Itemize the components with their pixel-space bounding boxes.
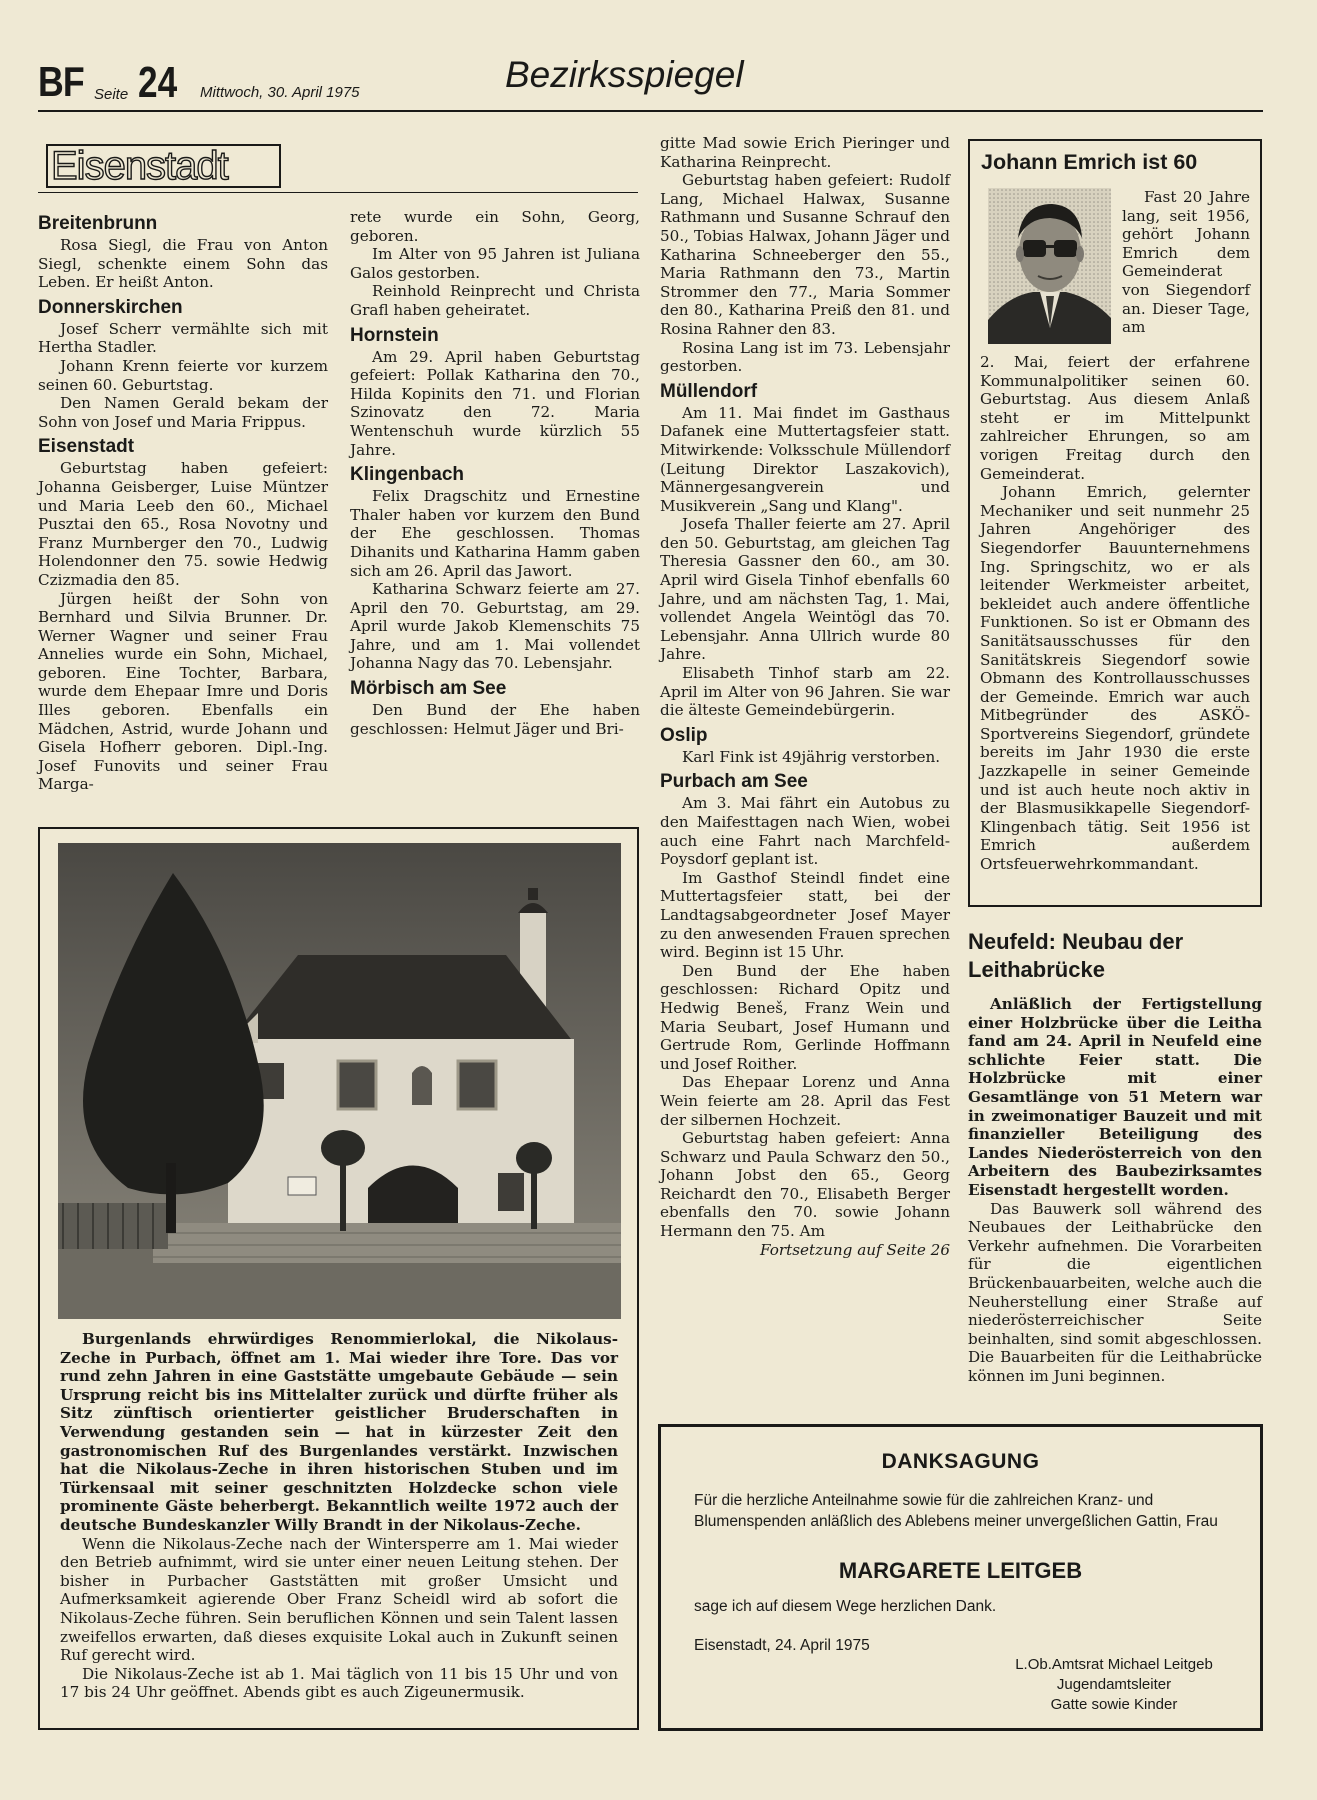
news-item: Wenn die Nikolaus-Zeche nach der Wintersperre am 1. Mai wieder den Betrieb aufnimmt, wird sie unter einer neuen Leitung stehen. Der bisher in Purbacher Gaststätten mit großer Umsicht und Aufmerksamkeit agierende Ober Franz Scheidl wird ab sofort die Nikolaus-Zeche führen. Sein beruflichen Können und sein Talent lassen zweifellos erwarten, daß dieses exquisite Lokal auch in Zukunft seinen Ruf gerecht wird. xyxy=(60,1534,618,1665)
news-item: Rosina Lang ist im 73. Lebensjahr gestorben. xyxy=(660,338,950,376)
notice-title: DANKSAGUNG xyxy=(881,1450,1040,1473)
news-item: Geburtstag haben gefeiert: Johanna Geisberger, Luise Müntzer und Maria Leeb den 60., Michael Pusztai den 65., Rosa Novotny und Franz Murnberger den 70., Ludwig Holendonner den 75. sowie Hedwig Czizmadia den 85. xyxy=(38,459,328,589)
photo-story-text xyxy=(60,1330,618,1702)
town-heading-purbach: Purbach am See xyxy=(660,771,808,793)
news-item: Das Ehepaar Lorenz und Anna Wein feierte am 28. April das Fest der silbernen Hochzeit. xyxy=(660,1073,950,1129)
news-item: gitte Mad sowie Erich Pieringer und Katharina Reinprecht. xyxy=(660,134,950,171)
news-item: Geburtstag haben gefeiert: Anna Schwarz und Paula Schwarz den 50., Johann Jobst den 65., Georg Reichardt den 70., Elisabeth Berger ebenfalls den 70. sowie Johann Hermann den 75. Am xyxy=(660,1129,950,1241)
column-1 xyxy=(38,208,328,794)
continued-note[interactable]: Fortsetzung auf Seite 26 xyxy=(760,1240,950,1259)
notice-place-date: Eisenstadt, 24. April 1975 xyxy=(694,1637,870,1654)
news-item: Karl Fink ist 49jährig verstorben. xyxy=(682,747,941,766)
profile-body xyxy=(980,353,1250,874)
region-rule xyxy=(38,192,638,193)
town-heading-moerbisch: Mörbisch am See xyxy=(350,678,507,700)
news-item: Die Nikolaus-Zeche ist ab 1. Mai täglich von 11 bis 15 Uhr und von 17 bis 24 Uhr geöffnet. Abends gibt es auch Zigeunermusik. xyxy=(60,1664,618,1702)
town-heading-klingenbach: Klingenbach xyxy=(350,464,465,486)
signature-line: Gatte sowie Kinder xyxy=(1050,1696,1178,1713)
news-item: Johann Emrich, gelernter Mechaniker und seit nunmehr 25 Jahren Angehöriger des Siegendorfer Bauunternehmens Ing. Springschitz, wo er als leitender Werkmeister arbeitet, bekleidet auch andere öffentliche Funktionen. So ist er Obmann des Sanitätsausschusses für den Sanitätskreis Siegendorf sowie Obmann des Kontrollausschusses der Gemeinde. Emrich war auch Mitbegründer des ASKÖ-Sportvereins Siegendorf, gründete bereits im Jahr 1930 die erste Jazzkapelle in seiner Gemeinde und ist auch heute noch aktiv in der Blasmusikkapelle Siegendorf-Klingenbach tätig. Seit 1956 ist Emrich außerdem Ortsfeuerwehrkommandant. xyxy=(980,483,1250,874)
news-item: Den Bund der Ehe haben geschlossen: Richard Opitz und Hedwig Beneš, Franz Wein und Maria Seubart, Josef Humann und Gertrude Rom, Gerlinde Hoffmann und Josef Roither. xyxy=(660,961,950,1073)
photo-caption: Burgenlands ehrwürdiges Renommierlokal, die Nikolaus-Zeche in Purbach, öffnet am 1. Mai wieder ihre Tore. Das vor rund zehn Jahren in eine Gaststätte umgebaute Gebäude — sein Ursprung reicht bis ins Mittelalter zurück und dürfte früher als Sitz zünftisch orientierter geistlicher Bruderschaften in Verwendung gestanden sein — hat in kürzester Zeit den gastronomischen Ruf des Burgenlandes verstärkt. Inzwischen hat die Nikolaus-Zeche in ihren historischen Stuben und im Türkensaal mit seiner geschnitzten Holzdecke schon viele prominente Gäste beherbergt. Bekanntlich weilte 1972 auch der deutsche Bundeskanzler Willy Brandt in der Nikolaus-Zeche. xyxy=(60,1330,618,1534)
nikolaus-zeche-photo xyxy=(58,843,621,1319)
news-item: Rosa Siegl, die Frau von Anton Siegl, schenkte einem Sohn das Leben. Er heißt Anton. xyxy=(38,236,328,292)
news-item: Das Bauwerk soll während des Neubaues der Leithabrücke den Verkehr aufnehmen. Die Vorarbeiten für die eigentlichen Brückenbauarbeiten, welche auch die Neuherstellung einer Straße auf niederösterreichischer Seite beinhalten, sind somit abgeschlossen. Die Bauarbeiten für die Leithabrücke können im Juni beginnen. xyxy=(968,1199,1262,1385)
region-banner xyxy=(46,144,281,188)
news-item: Fast 20 Jahre lang, seit 1956, gehört Johann Emrich dem Gemeinderat von Siegendorf an. Dieser Tage, am xyxy=(1122,188,1250,337)
notice-text: sage ich auf diesem Wege herzlichen Dank. xyxy=(694,1598,997,1615)
newspaper-logo: BF xyxy=(38,58,84,105)
news-item: Im Alter von 95 Jahren ist Juliana Galos gestorben. xyxy=(350,245,640,282)
issue-date: Mittwoch, 30. April 1975 xyxy=(200,84,360,101)
news-item: Am 3. Mai fährt ein Autobus zu den Maifesttagen nach Wien, wobei auch eine Fahrt nach Marchfeld-Poysdorf geplant ist. xyxy=(660,794,950,869)
news-item: 2. Mai, feiert der erfahrene Kommunalpolitiker seinen 60. Geburtstag. Aus diesem Anlaß steht er im Mittelpunkt zahlreicher Ehrungen, so am vorigen Freitag durch den Gemeinderat. xyxy=(980,353,1250,483)
notice-signature xyxy=(1000,1655,1228,1715)
deceased-name: MARGARETE LEITGEB xyxy=(838,1558,1083,1583)
news-item: Reinhold Reinprecht und Christa Grafl haben geheiratet. xyxy=(350,282,640,319)
region-title: Eisenstadt xyxy=(51,144,228,188)
news-item: Am 29. April haben Geburtstag gefeiert: Pollak Katharina den 70., Hilda Kopinits den 71. und Florian Szinovatz den 72. Maria Wentenschuh wurde kürzlich 55 Jahre. xyxy=(350,347,640,459)
town-heading-muellendorf: Müllendorf xyxy=(660,380,758,402)
news-item: Felix Dragschitz und Ernestine Thaler haben vor kurzem den Bund der Ehe geschlossen. Thomas Dihanits und Katharina Hamm gaben sich am 26. April das Jawort. xyxy=(350,487,640,580)
header-rule xyxy=(38,110,1263,112)
signature-line: Jugendamtsleiter xyxy=(1056,1676,1172,1693)
article-lead: Anläßlich der Fertigstellung einer Holzbrücke über die Leitha fand am 24. April in Neufeld eine schlichte Feier statt. Die Holzbrücke mit einer Gesamtlänge von 51 Metern war in zweimonatiger Bauzeit und mit finanzieller Beteiligung des Landes Niederösterreich von den Arbeitern des Baubezirksamtes Eisenstadt hergestellt worden. xyxy=(968,995,1262,1199)
town-heading-breitenbrunn: Breitenbrunn xyxy=(38,213,158,234)
news-item: Katharina Schwarz feierte am 27. April den 70. Geburtstag, am 29. April wurde Jakob Klemenschits 75 Jahre, und am 1. Mai vollendet Johanna Nagy das 70. Lebensjahr. xyxy=(350,580,640,673)
town-heading-donnerskirchen: Donnerskirchen xyxy=(38,296,183,318)
town-heading-hornstein: Hornstein xyxy=(350,324,439,346)
news-item: Am 11. Mai findet im Gasthaus Dafanek eine Muttertagsfeier statt. Mitwirkende: Volksschule Müllendorf (Leitung Direktor Laszakovich), Männergesangverein und Musikverein „Sang und Klang". xyxy=(660,403,950,515)
profile-title: Johann Emrich ist 60 xyxy=(981,150,1198,174)
news-item: Jürgen heißt der Sohn von Bernhard und Silvia Brunner. Dr. Werner Wagner und seiner Frau Annelies wurde ein Sohn, Michael, geboren. Eine Tochter, Barbara, wurde dem Ehepaar Imre und Doris Illes geboren. Ebenfalls ein Mädchen, Astrid, wurde Johann und Gisela Hofherr geboren. Dipl.-Ing. Josef Funovits und seiner Frau Marga- xyxy=(38,589,328,794)
news-item: Josef Scherr vermählte sich mit Hertha Stadler. xyxy=(38,319,328,357)
profile-intro xyxy=(1122,188,1250,337)
column-3 xyxy=(660,134,950,1259)
article-title: Neufeld: Neubau der Leithabrücke xyxy=(968,929,1184,982)
town-heading-eisenstadt: Eisenstadt xyxy=(38,436,135,458)
news-item: Elisabeth Tinhof starb am 22. April im Alter von 96 Jahren. Sie war die älteste Gemeindebürgerin. xyxy=(660,664,950,720)
signature-line: L.Ob.Amtsrat Michael Leitgeb xyxy=(1015,1656,1213,1673)
news-item: Johann Krenn feierte vor kurzem seinen 60. Geburtstag. xyxy=(38,356,328,394)
column-2 xyxy=(350,208,640,738)
news-item: Im Gasthof Steindl findet eine Muttertagsfeier statt, bei der Landtagsabgeordneter Josef Mayer zu den anwesenden Frauen sprechen wird. Beginn ist 15 Uhr. xyxy=(660,868,950,962)
article-body xyxy=(968,995,1262,1385)
news-item: Den Namen Gerald bekam der Sohn von Josef und Maria Frippus. xyxy=(38,394,328,431)
news-item: Den Bund der Ehe haben geschlossen: Helmut Jäger und Bri- xyxy=(350,701,640,738)
news-item: Geburtstag haben gefeiert: Rudolf Lang, Michael Halwax, Susanne Rathmann und Susanne Schrauf den 50., Tobias Halwax, Johann Jäger und Katharina Schneeberger den 55., Maria Rathmann den 73., Martin Strommer den 77., Maria Sommer den 80., Katharina Preiß den 81. und Rosina Rahner den 83. xyxy=(660,171,950,338)
notice-text: Für die herzliche Anteilnahme sowie für die zahlreichen Kranz- und Blumenspenden anläßlich des Ablebens meiner unvergeßlichen Gattin, Frau xyxy=(694,1492,1218,1530)
portrait-photo xyxy=(988,188,1111,344)
news-item: rete wurde ein Sohn, Georg, geboren. xyxy=(350,208,640,245)
page-number: 24 xyxy=(138,58,178,107)
news-item: Josefa Thaller feierte am 27. April den 50. Geburtstag, am gleichen Tag Theresia Gassner den 60., am 30. April wird Gisela Tinhof ebenfalls 60 Jahre, und am nächsten Tag, 1. Mai, vollendet Angela Weintögl das 70. Lebensjahr. Anna Ullrich wurde 80 Jahre. xyxy=(660,515,950,664)
page-label: Seite xyxy=(94,86,129,103)
town-heading-oslip: Oslip xyxy=(660,724,708,746)
section-title: Bezirksspiegel xyxy=(505,54,744,95)
